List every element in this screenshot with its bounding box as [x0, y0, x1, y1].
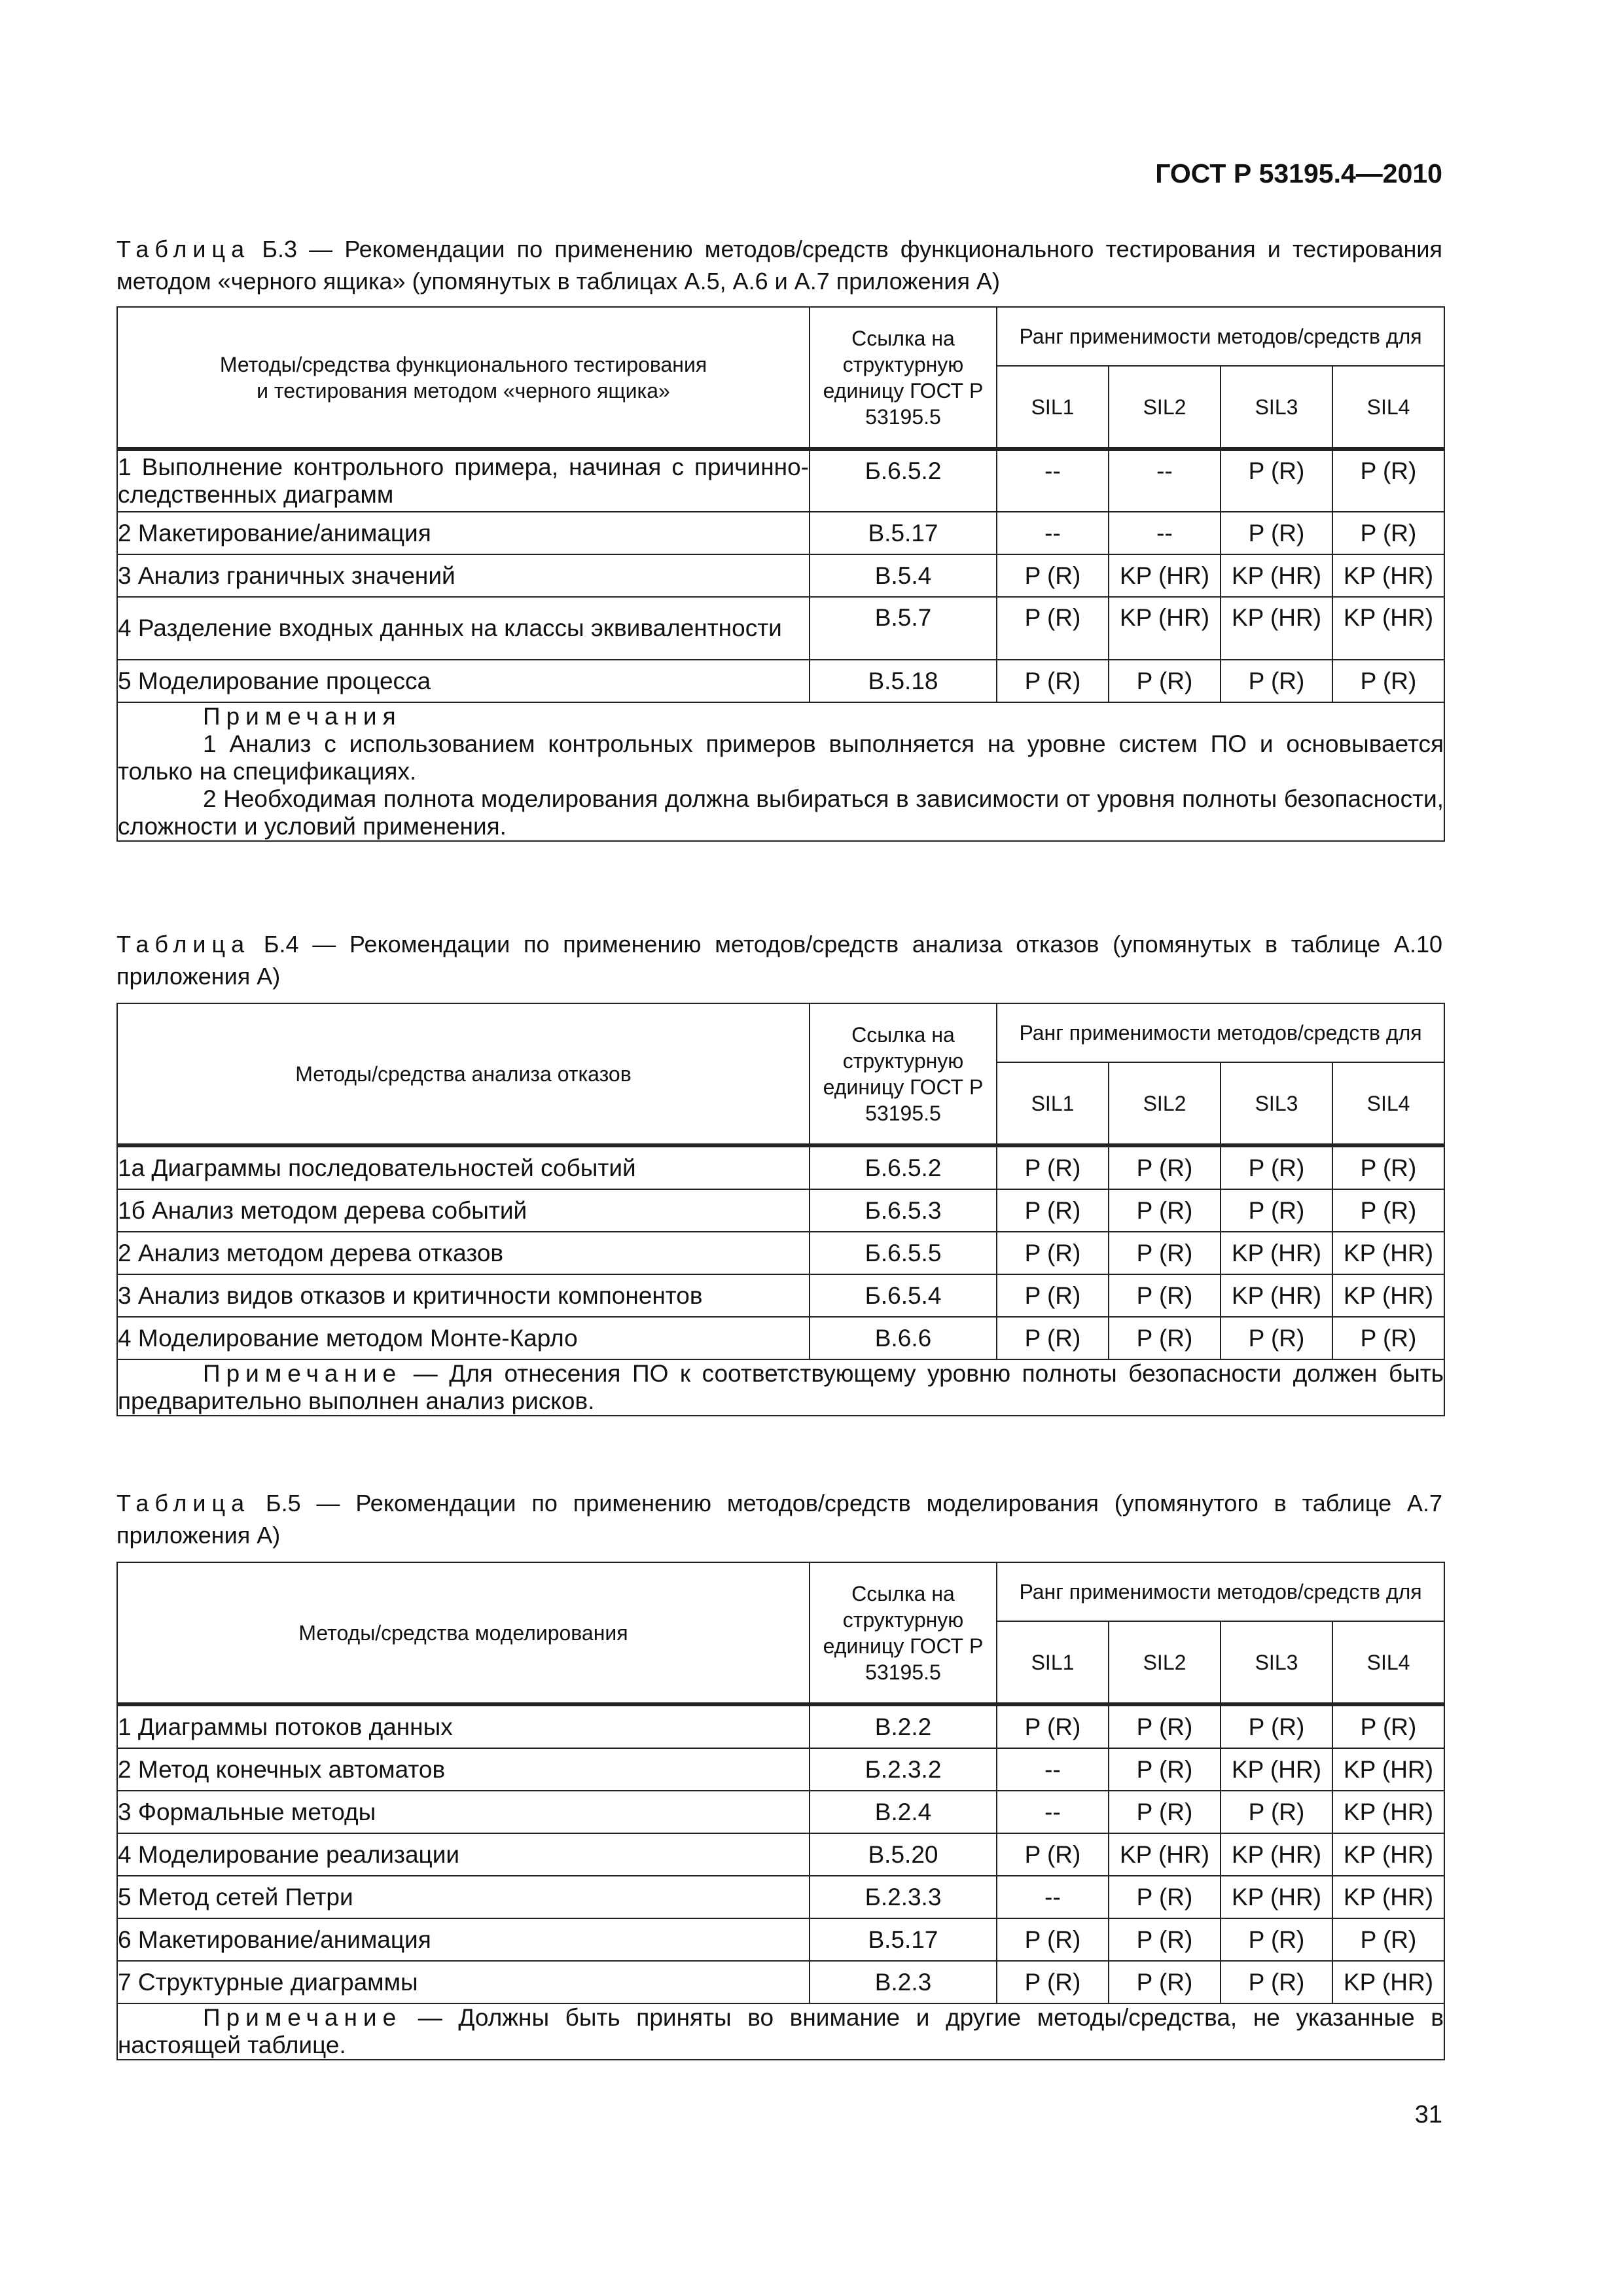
ref-cell: Б.6.5.2	[810, 1145, 997, 1189]
method-cell: 1 Выполнение контрольного примера, начиная с причинно-следственных диаграмм	[117, 449, 810, 512]
table-row	[117, 1833, 1444, 1876]
sil2-cell: P (R)	[1109, 1961, 1221, 2003]
table-4-caption-text: Б.4 — Рекомендации по применению методов/средств анализа отказов (упомянутых в таблице А.10 приложения А)	[116, 931, 1442, 990]
table-5-caption-text: Б.5 — Рекомендации по применению методов/средств моделирования (упомянутого в таблице А.7 приложения А)	[116, 1490, 1442, 1549]
sil1-cell: P (R)	[997, 1833, 1109, 1876]
table-note-row	[117, 2003, 1444, 2060]
sil1-cell: P (R)	[997, 1145, 1109, 1189]
table-5-caption-lead: Таблица	[116, 1490, 251, 1516]
sil4-cell: KP (HR)	[1332, 1833, 1444, 1876]
sil2-cell: --	[1109, 449, 1221, 512]
table-4	[116, 1003, 1445, 1416]
table-5-note-text: — Должны быть приняты во внимание и другие методы/средства, не указанные в настоящей таблице.	[118, 2004, 1444, 2058]
sil2-cell: P (R)	[1109, 1274, 1221, 1317]
sil1-cell: P (R)	[997, 1317, 1109, 1359]
sil1-cell: P (R)	[997, 660, 1109, 702]
table-3-ref-header: Ссылка на структурную единицу ГОСТ Р 53195.5	[810, 307, 997, 449]
sil2-cell: P (R)	[1109, 1189, 1221, 1232]
sil3-cell: P (R)	[1221, 660, 1332, 702]
table-5-note	[117, 2003, 1444, 2060]
table-row	[117, 1748, 1444, 1791]
table-row	[117, 1918, 1444, 1961]
method-cell: 7 Структурные диаграммы	[117, 1961, 810, 2003]
sil3-cell: P (R)	[1221, 1918, 1332, 1961]
sil3-cell: KP (HR)	[1221, 597, 1332, 660]
method-cell: 1 Диаграммы потоков данных	[117, 1704, 810, 1748]
ref-cell: В.5.17	[810, 1918, 997, 1961]
sil1-cell: P (R)	[997, 554, 1109, 597]
sil1-cell: P (R)	[997, 597, 1109, 660]
sil4-cell: KP (HR)	[1332, 554, 1444, 597]
sil1-cell: P (R)	[997, 1189, 1109, 1232]
table-row	[117, 1145, 1444, 1189]
method-cell: 3 Анализ граничных значений	[117, 554, 810, 597]
ref-cell: Б.6.5.5	[810, 1232, 997, 1274]
table-5-caption	[116, 1487, 1442, 1551]
sil2-cell: --	[1109, 512, 1221, 554]
sil2-cell: KP (HR)	[1109, 1833, 1221, 1876]
table-row	[117, 1961, 1444, 2003]
sil2-cell: KP (HR)	[1109, 597, 1221, 660]
sil3-cell: KP (HR)	[1221, 1876, 1332, 1918]
table-4-note-title: Примечание	[203, 1360, 402, 1387]
sil1-cell: --	[997, 512, 1109, 554]
table-5-sil4-header: SIL4	[1332, 1621, 1444, 1704]
sil4-cell: KP (HR)	[1332, 1274, 1444, 1317]
table-5-rank-header: Ранг применимости методов/средств для	[997, 1562, 1444, 1621]
sil2-cell: P (R)	[1109, 1232, 1221, 1274]
sil4-cell: KP (HR)	[1332, 1961, 1444, 2003]
sil4-cell: P (R)	[1332, 1918, 1444, 1961]
ref-cell: Б.2.3.2	[810, 1748, 997, 1791]
sil3-cell: KP (HR)	[1221, 1833, 1332, 1876]
sil4-cell: KP (HR)	[1332, 597, 1444, 660]
table-row	[117, 1791, 1444, 1833]
sil3-cell: KP (HR)	[1221, 1274, 1332, 1317]
sil3-cell: KP (HR)	[1221, 1748, 1332, 1791]
page-header-standard: ГОСТ Р 53195.4—2010	[1155, 158, 1442, 188]
sil4-cell: KP (HR)	[1332, 1232, 1444, 1274]
table-4-sil2-header: SIL2	[1109, 1062, 1221, 1145]
ref-cell: Б.2.3.3	[810, 1876, 997, 1918]
sil4-cell: P (R)	[1332, 1704, 1444, 1748]
sil3-cell: P (R)	[1221, 1317, 1332, 1359]
sil2-cell: P (R)	[1109, 1317, 1221, 1359]
method-cell: 3 Анализ видов отказов и критичности компонентов	[117, 1274, 810, 1317]
table-note-row	[117, 702, 1444, 841]
sil4-cell: KP (HR)	[1332, 1791, 1444, 1833]
sil2-cell: P (R)	[1109, 1704, 1221, 1748]
method-cell: 4 Разделение входных данных на классы эквивалентности	[117, 597, 810, 660]
table-row	[117, 1317, 1444, 1359]
ref-cell: В.5.20	[810, 1833, 997, 1876]
sil4-cell: P (R)	[1332, 449, 1444, 512]
sil1-cell: --	[997, 449, 1109, 512]
table-3-sil1-header: SIL1	[997, 366, 1109, 449]
sil1-cell: P (R)	[997, 1961, 1109, 2003]
method-cell: 3 Формальные методы	[117, 1791, 810, 1833]
ref-cell: Б.6.5.4	[810, 1274, 997, 1317]
sil4-cell: P (R)	[1332, 1317, 1444, 1359]
ref-cell: В.5.7	[810, 597, 997, 660]
table-3-note-1: 1 Анализ с использованием контрольных примеров выполняется на уровне систем ПО и основывается только на спецификациях.	[118, 730, 1444, 785]
table-3-sil3-header: SIL3	[1221, 366, 1332, 449]
table-4-method-header: Методы/средства анализа отказов	[117, 1003, 810, 1145]
ref-cell: В.2.2	[810, 1704, 997, 1748]
table-5-sil1-header: SIL1	[997, 1621, 1109, 1704]
table-3-notes	[117, 702, 1444, 841]
table-row	[117, 597, 1444, 660]
ref-cell: В.5.17	[810, 512, 997, 554]
sil3-cell: KP (HR)	[1221, 1232, 1332, 1274]
table-row	[117, 512, 1444, 554]
method-cell: 4 Моделирование методом Монте-Карло	[117, 1317, 810, 1359]
table-row	[117, 449, 1444, 512]
ref-cell: В.2.3	[810, 1961, 997, 2003]
sil2-cell: P (R)	[1109, 1748, 1221, 1791]
table-3-method-header: Методы/средства функционального тестирования и тестирования методом «черного ящика»	[117, 307, 810, 449]
sil1-cell: P (R)	[997, 1918, 1109, 1961]
table-row	[117, 1232, 1444, 1274]
sil1-cell: P (R)	[997, 1704, 1109, 1748]
sil4-cell: KP (HR)	[1332, 1748, 1444, 1791]
ref-cell: В.6.6	[810, 1317, 997, 1359]
table-3-caption-text: Б.3 — Рекомендации по применению методов/средств функционального тестирования и тестирования методом «черного ящика» (упомянутых в таблицах А.5, А.6 и А.7 приложения А)	[116, 236, 1442, 295]
method-cell: 6 Макетирование/анимация	[117, 1918, 810, 1961]
sil4-cell: P (R)	[1332, 1145, 1444, 1189]
table-4-sil1-header: SIL1	[997, 1062, 1109, 1145]
table-5-ref-header: Ссылка на структурную единицу ГОСТ Р 53195.5	[810, 1562, 997, 1704]
ref-cell: В.5.18	[810, 660, 997, 702]
table-3-sil2-header: SIL2	[1109, 366, 1221, 449]
sil4-cell: P (R)	[1332, 1189, 1444, 1232]
sil4-cell: KP (HR)	[1332, 1876, 1444, 1918]
sil1-cell: --	[997, 1748, 1109, 1791]
method-cell: 5 Моделирование процесса	[117, 660, 810, 702]
table-row	[117, 1876, 1444, 1918]
table-3-sil4-header: SIL4	[1332, 366, 1444, 449]
method-cell: 1б Анализ методом дерева событий	[117, 1189, 810, 1232]
table-4-rank-header: Ранг применимости методов/средств для	[997, 1003, 1444, 1062]
sil3-cell: P (R)	[1221, 1961, 1332, 2003]
table-3-note-title: Примечания	[203, 703, 402, 730]
sil2-cell: KP (HR)	[1109, 554, 1221, 597]
table-row	[117, 1704, 1444, 1748]
table-4-caption-lead: Таблица	[116, 931, 251, 958]
method-cell: 1а Диаграммы последовательностей событий	[117, 1145, 810, 1189]
table-row	[117, 554, 1444, 597]
sil3-cell: P (R)	[1221, 1145, 1332, 1189]
table-row	[117, 1189, 1444, 1232]
sil1-cell: P (R)	[997, 1274, 1109, 1317]
method-cell: 5 Метод сетей Петри	[117, 1876, 810, 1918]
method-cell: 4 Моделирование реализации	[117, 1833, 810, 1876]
table-row	[117, 1274, 1444, 1317]
sil4-cell: P (R)	[1332, 512, 1444, 554]
table-3-note-2: 2 Необходимая полнота моделирования должна выбираться в зависимости от уровня полноты безопасности, сложности и условий применения.	[118, 785, 1444, 840]
method-cell: 2 Макетирование/анимация	[117, 512, 810, 554]
sil1-cell: --	[997, 1791, 1109, 1833]
table-5-note-title: Примечание	[203, 2004, 402, 2031]
sil1-cell: --	[997, 1876, 1109, 1918]
sil2-cell: P (R)	[1109, 1876, 1221, 1918]
table-5-sil2-header: SIL2	[1109, 1621, 1221, 1704]
table-4-caption	[116, 928, 1442, 992]
method-cell: 2 Анализ методом дерева отказов	[117, 1232, 810, 1274]
table-3	[116, 306, 1445, 842]
ref-cell: Б.6.5.2	[810, 449, 997, 512]
ref-cell: В.5.4	[810, 554, 997, 597]
table-4-ref-header: Ссылка на структурную единицу ГОСТ Р 53195.5	[810, 1003, 997, 1145]
table-5	[116, 1562, 1445, 2060]
sil3-cell: KP (HR)	[1221, 554, 1332, 597]
method-cell: 2 Метод конечных автоматов	[117, 1748, 810, 1791]
page-number: 31	[1414, 2101, 1442, 2128]
table-3-caption	[116, 233, 1442, 297]
sil4-cell: P (R)	[1332, 660, 1444, 702]
sil2-cell: P (R)	[1109, 1918, 1221, 1961]
table-note-row	[117, 1359, 1444, 1416]
table-row	[117, 660, 1444, 702]
table-4-note-text: — Для отнесения ПО к соответствующему уровню полноты безопасности должен быть предварительно выполнен анализ рисков.	[118, 1360, 1444, 1414]
sil2-cell: P (R)	[1109, 660, 1221, 702]
table-5-sil3-header: SIL3	[1221, 1621, 1332, 1704]
sil3-cell: P (R)	[1221, 1189, 1332, 1232]
table-4-sil3-header: SIL3	[1221, 1062, 1332, 1145]
table-3-rank-header: Ранг применимости методов/средств для	[997, 307, 1444, 366]
ref-cell: Б.6.5.3	[810, 1189, 997, 1232]
sil3-cell: P (R)	[1221, 512, 1332, 554]
sil3-cell: P (R)	[1221, 1704, 1332, 1748]
sil1-cell: P (R)	[997, 1232, 1109, 1274]
sil3-cell: P (R)	[1221, 449, 1332, 512]
table-5-method-header: Методы/средства моделирования	[117, 1562, 810, 1704]
sil2-cell: P (R)	[1109, 1145, 1221, 1189]
sil3-cell: P (R)	[1221, 1791, 1332, 1833]
ref-cell: В.2.4	[810, 1791, 997, 1833]
sil2-cell: P (R)	[1109, 1791, 1221, 1833]
table-3-caption-lead: Таблица	[116, 236, 251, 262]
table-4-sil4-header: SIL4	[1332, 1062, 1444, 1145]
table-4-note	[117, 1359, 1444, 1416]
